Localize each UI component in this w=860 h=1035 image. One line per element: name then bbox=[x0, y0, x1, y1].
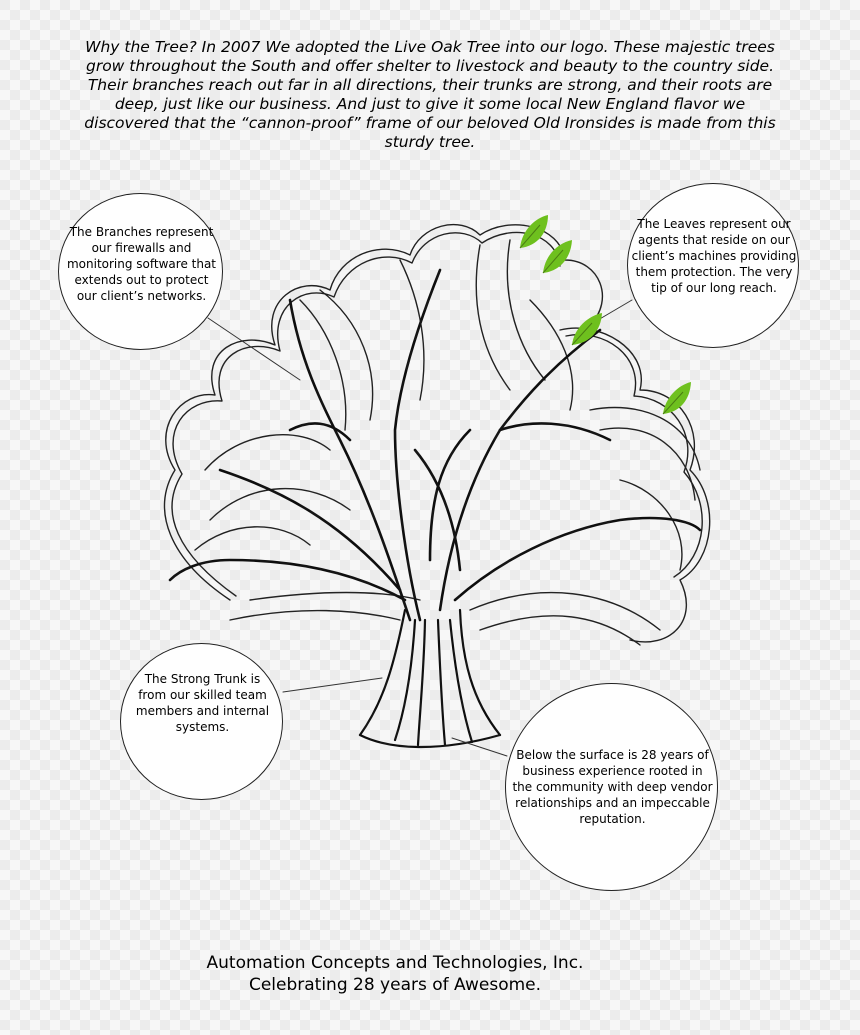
tree-branches bbox=[170, 270, 700, 620]
trunk-callout-text: The Strong Trunk is from our skilled team members and internal systems. bbox=[135, 672, 270, 734]
roots-callout-text: Below the surface is 28 years of business experience rooted in the community with deep vendor relationships and an impeccable reputation. bbox=[512, 748, 713, 826]
footer bbox=[150, 952, 640, 996]
trunk-callout bbox=[120, 643, 283, 800]
footer-tagline: Celebrating 28 years of Awesome. bbox=[248, 975, 542, 995]
roots-callout bbox=[505, 683, 718, 891]
leaves-callout-text: The Leaves represent our agents that reside on our client’s machines providing them protection. The very tip of our long reach. bbox=[631, 217, 797, 295]
branches-callout-text: The Branches represent our firewalls and monitoring software that extends out to protect our client’s networks. bbox=[66, 225, 217, 303]
company-name: Automation Concepts and Technologies, Inc. bbox=[206, 953, 584, 973]
intro-paragraph: Why the Tree? In 2007 We adopted the Live Oak Tree into our logo. These majestic trees grow throughout the South and offer shelter to livestock and beauty to the country side. Their branches reach out far in all directions, their trunks are strong, and their roots are deep, just like our business. And just to give it some local New England flavor we discovered that the “cannon-proof” frame of our beloved Old Ironsides is made from this sturdy tree. bbox=[84, 38, 776, 151]
tree-canopy bbox=[164, 225, 709, 645]
leaves-callout bbox=[627, 183, 799, 348]
branches-callout bbox=[58, 193, 223, 350]
